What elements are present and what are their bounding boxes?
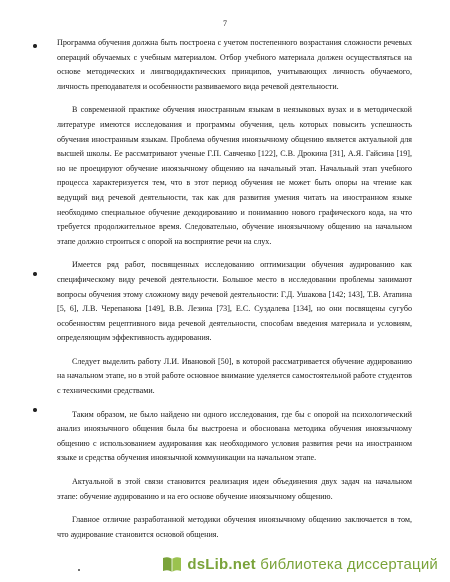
dslib-watermark <box>157 550 442 578</box>
paragraph: Имеется ряд работ, посвященных исследованию оптимизации обучения аудированию как специфическому виду речевой деятельности. Большое место в исследовании проблемы занимают вопросы обучения этому сложному виду речевой деятельности: Г.Д. Ушакова [142; 143], Т.В. Атапина [5, 6], Л.В. Черепанова [149], В.В. Лезина [73], Е.С. Суздалева [134], но они посвящены сугубо особенностям рецептивного вида речевой деятельности, способам введения материала и условиям, определяющим эффективность аудирования. <box>57 260 412 343</box>
body-text <box>57 36 412 545</box>
margin-hole-marker <box>33 408 37 412</box>
book-icon <box>161 554 183 574</box>
stray-mark <box>78 569 80 571</box>
watermark-text <box>187 556 438 573</box>
paragraph: В современной практике обучения иностранным языкам в неязыковых вузах и в методической литературе имеются исследования и программы обучения, цель которых повысить успешность обучения иностранным языкам. Проблема обучения иноязычному общению является актуальной для высшей школы. Ее рассматривают ученые Г.П. Савченко [122], С.В. Дрокина [31], А.Я. Гайсина [19], но не проецируют обучение иноязычному общению на начальный этап. Начальный этап учебного процесса характеризуется тем, что в этот период обучения не может быть опоры на чтение как ведущий вид речевой деятельности, так как для развития умения читать на иностранном языке необходимо специальное обучение декодированию и пониманию нового графического кода, на что требуется продолжительное время. Следовательно, обучение иноязычному общению на начальном этапе должно строиться с опорой на восприятие речи на слух. <box>57 105 412 246</box>
margin-hole-marker <box>33 44 37 48</box>
paragraph: Главное отличие разработанной методики обучения иноязычному общению заключается в том, что аудирование становится основой общения. <box>57 515 412 539</box>
paragraph: Таким образом, не было найдено ни одного исследования, где бы с опорой на психологический анализ иноязычного общения была бы выстроена и обоснована методика обучения иноязычному общению с использованием аудирования как необходимого условия развития речи на иностранном языке и средства обучения иноязычной коммуникации на начальном этапе. <box>57 409 412 463</box>
paragraph: Программа обучения должна быть построена с учетом постепенного возрастания сложности речевых операций обучаемых с учебным материалом. Отбор учебного материала должен осуществляться на основе методических и лингводидактических принципов, учитывающих личность обучаемого, личность преподавателя и особенности развиваемого вида речевой деятельности. <box>57 38 412 91</box>
paragraph: Следует выделить работу Л.И. Ивановой [50], в которой рассматривается обучение аудированию на начальном этапе, но в этой работе основное внимание уделяется самостоятельной работе студентов с техническими средствами. <box>57 356 412 396</box>
page-number: 7 <box>223 19 227 28</box>
watermark-tagline: библиотека диссертаций <box>260 555 438 573</box>
margin-hole-marker <box>33 272 37 276</box>
paragraph: Актуальной в этой связи становится реализация идеи объединения двух задач на начальном этапе: обучение аудированию и на его основе обучение иноязычному общению. <box>57 477 412 501</box>
watermark-brand: dsLib.net <box>187 555 256 573</box>
